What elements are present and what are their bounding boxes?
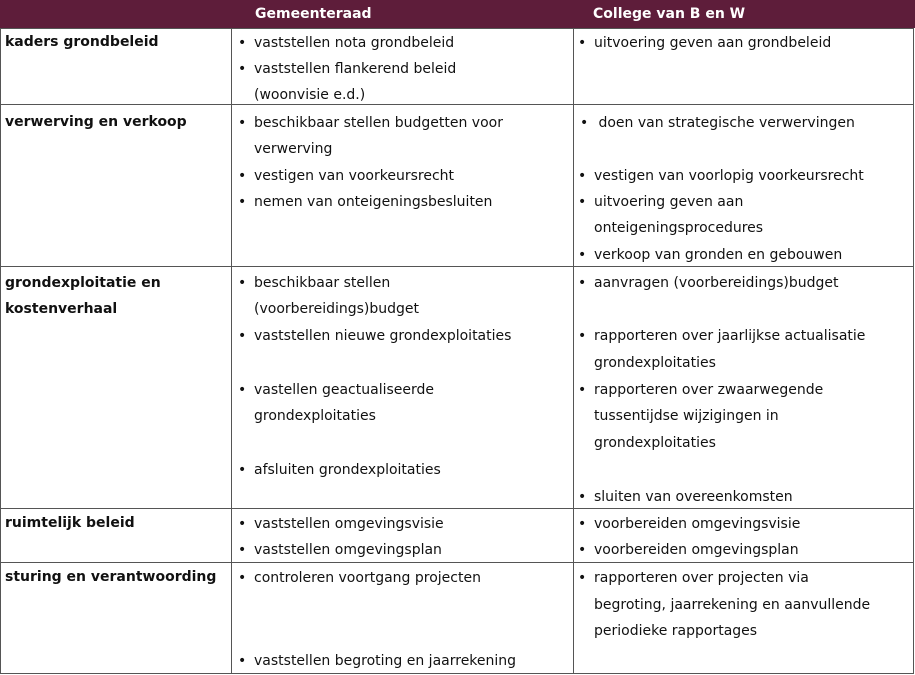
list-item: nemen van onteigeningsbesluiten (254, 194, 493, 210)
list-item: vestigen van voorlopig voorkeursrecht (594, 168, 864, 184)
bullet-icon: • (578, 194, 587, 210)
bullet-icon: • (238, 275, 247, 291)
bullet-icon: • (238, 542, 247, 558)
bullet-icon: • (238, 516, 247, 532)
bullet-icon: • (578, 328, 587, 344)
bullet-icon: • (238, 462, 247, 478)
list-item: periodieke rapportages (594, 623, 758, 639)
grid-line (231, 28, 232, 674)
grid-line (913, 28, 914, 674)
bullet-icon: • (578, 35, 587, 51)
list-item: voorbereiden omgevingsvisie (594, 516, 801, 532)
list-item: rapporteren over jaarlijkse actualisatie (594, 328, 866, 344)
list-item: vaststellen nieuwe grondexploitaties (254, 328, 512, 344)
list-item: vaststellen omgevingsplan (254, 542, 442, 558)
bullet-icon: • (238, 328, 247, 344)
list-item: begroting, jaarrekening en aanvullende (594, 597, 871, 613)
grid-line (0, 104, 914, 105)
row-title: ruimtelijk beleid (5, 515, 135, 531)
list-item: (woonvisie e.d.) (254, 87, 366, 103)
list-item: controleren voortgang projecten (254, 570, 481, 586)
list-item: uitvoering geven aan grondbeleid (594, 35, 832, 51)
list-item: verwerving (254, 141, 333, 157)
bullet-icon: • (238, 194, 247, 210)
row-title: kostenverhaal (5, 301, 118, 317)
list-item: grondexploitaties (594, 355, 716, 371)
list-item: vaststellen flankerend beleid (254, 61, 457, 77)
list-item: rapporteren over projecten via (594, 570, 809, 586)
list-item: (voorbereidings)budget (254, 301, 420, 317)
grid-line (0, 28, 1, 674)
list-item: grondexploitaties (594, 435, 716, 451)
bullet-icon: • (578, 168, 587, 184)
list-item: onteigeningsprocedures (594, 220, 764, 236)
list-item: vaststellen begroting en jaarrekening (254, 653, 517, 669)
list-item: verkoop van gronden en gebouwen (594, 247, 843, 263)
grid-line (573, 28, 574, 674)
list-item: grondexploitaties (254, 408, 376, 424)
row-title: verwerving en verkoop (5, 114, 187, 130)
table-header (0, 0, 915, 28)
list-item: voorbereiden omgevingsplan (594, 542, 799, 558)
row-title: sturing en verantwoording (5, 569, 217, 585)
bullet-icon: • (238, 168, 247, 184)
list-item: vastellen geactualiseerde (254, 382, 435, 398)
bullet-icon: • (578, 275, 587, 291)
row-title: grondexploitatie en (5, 275, 161, 291)
bullet-icon: • (578, 382, 587, 398)
bullet-icon: • (238, 115, 247, 131)
bullet-icon: • (578, 489, 587, 505)
bullet-icon: • (238, 382, 247, 398)
header-college: College van B en W (593, 6, 746, 22)
list-item: vaststellen nota grondbeleid (254, 35, 455, 51)
list-item: vaststellen omgevingsvisie (254, 516, 444, 532)
bullet-icon: • (238, 61, 247, 77)
bullet-icon: • (238, 653, 247, 669)
list-item: doen van strategische verwervingen (594, 115, 855, 131)
bullet-icon: • (578, 516, 587, 532)
bullet-icon: • (238, 35, 247, 51)
bullet-icon: • (238, 570, 247, 586)
list-item: rapporteren over zwaarwegende (594, 382, 824, 398)
list-item: beschikbaar stellen (254, 275, 391, 291)
row-title: kaders grondbeleid (5, 34, 159, 50)
bullet-icon: • (580, 115, 589, 131)
bullet-icon: • (578, 570, 587, 586)
list-item: beschikbaar stellen budgetten voor (254, 115, 503, 131)
list-item: sluiten van overeenkomsten (594, 489, 793, 505)
bullet-icon: • (578, 247, 587, 263)
list-item: afsluiten grondexploitaties (254, 462, 441, 478)
list-item: uitvoering geven aan (594, 194, 744, 210)
list-item: aanvragen (voorbereidings)budget (594, 275, 839, 291)
bullet-icon: • (578, 542, 587, 558)
list-item: tussentijdse wijzigingen in (594, 408, 779, 424)
header-gemeenteraad: Gemeenteraad (255, 6, 372, 22)
list-item: vestigen van voorkeursrecht (254, 168, 455, 184)
